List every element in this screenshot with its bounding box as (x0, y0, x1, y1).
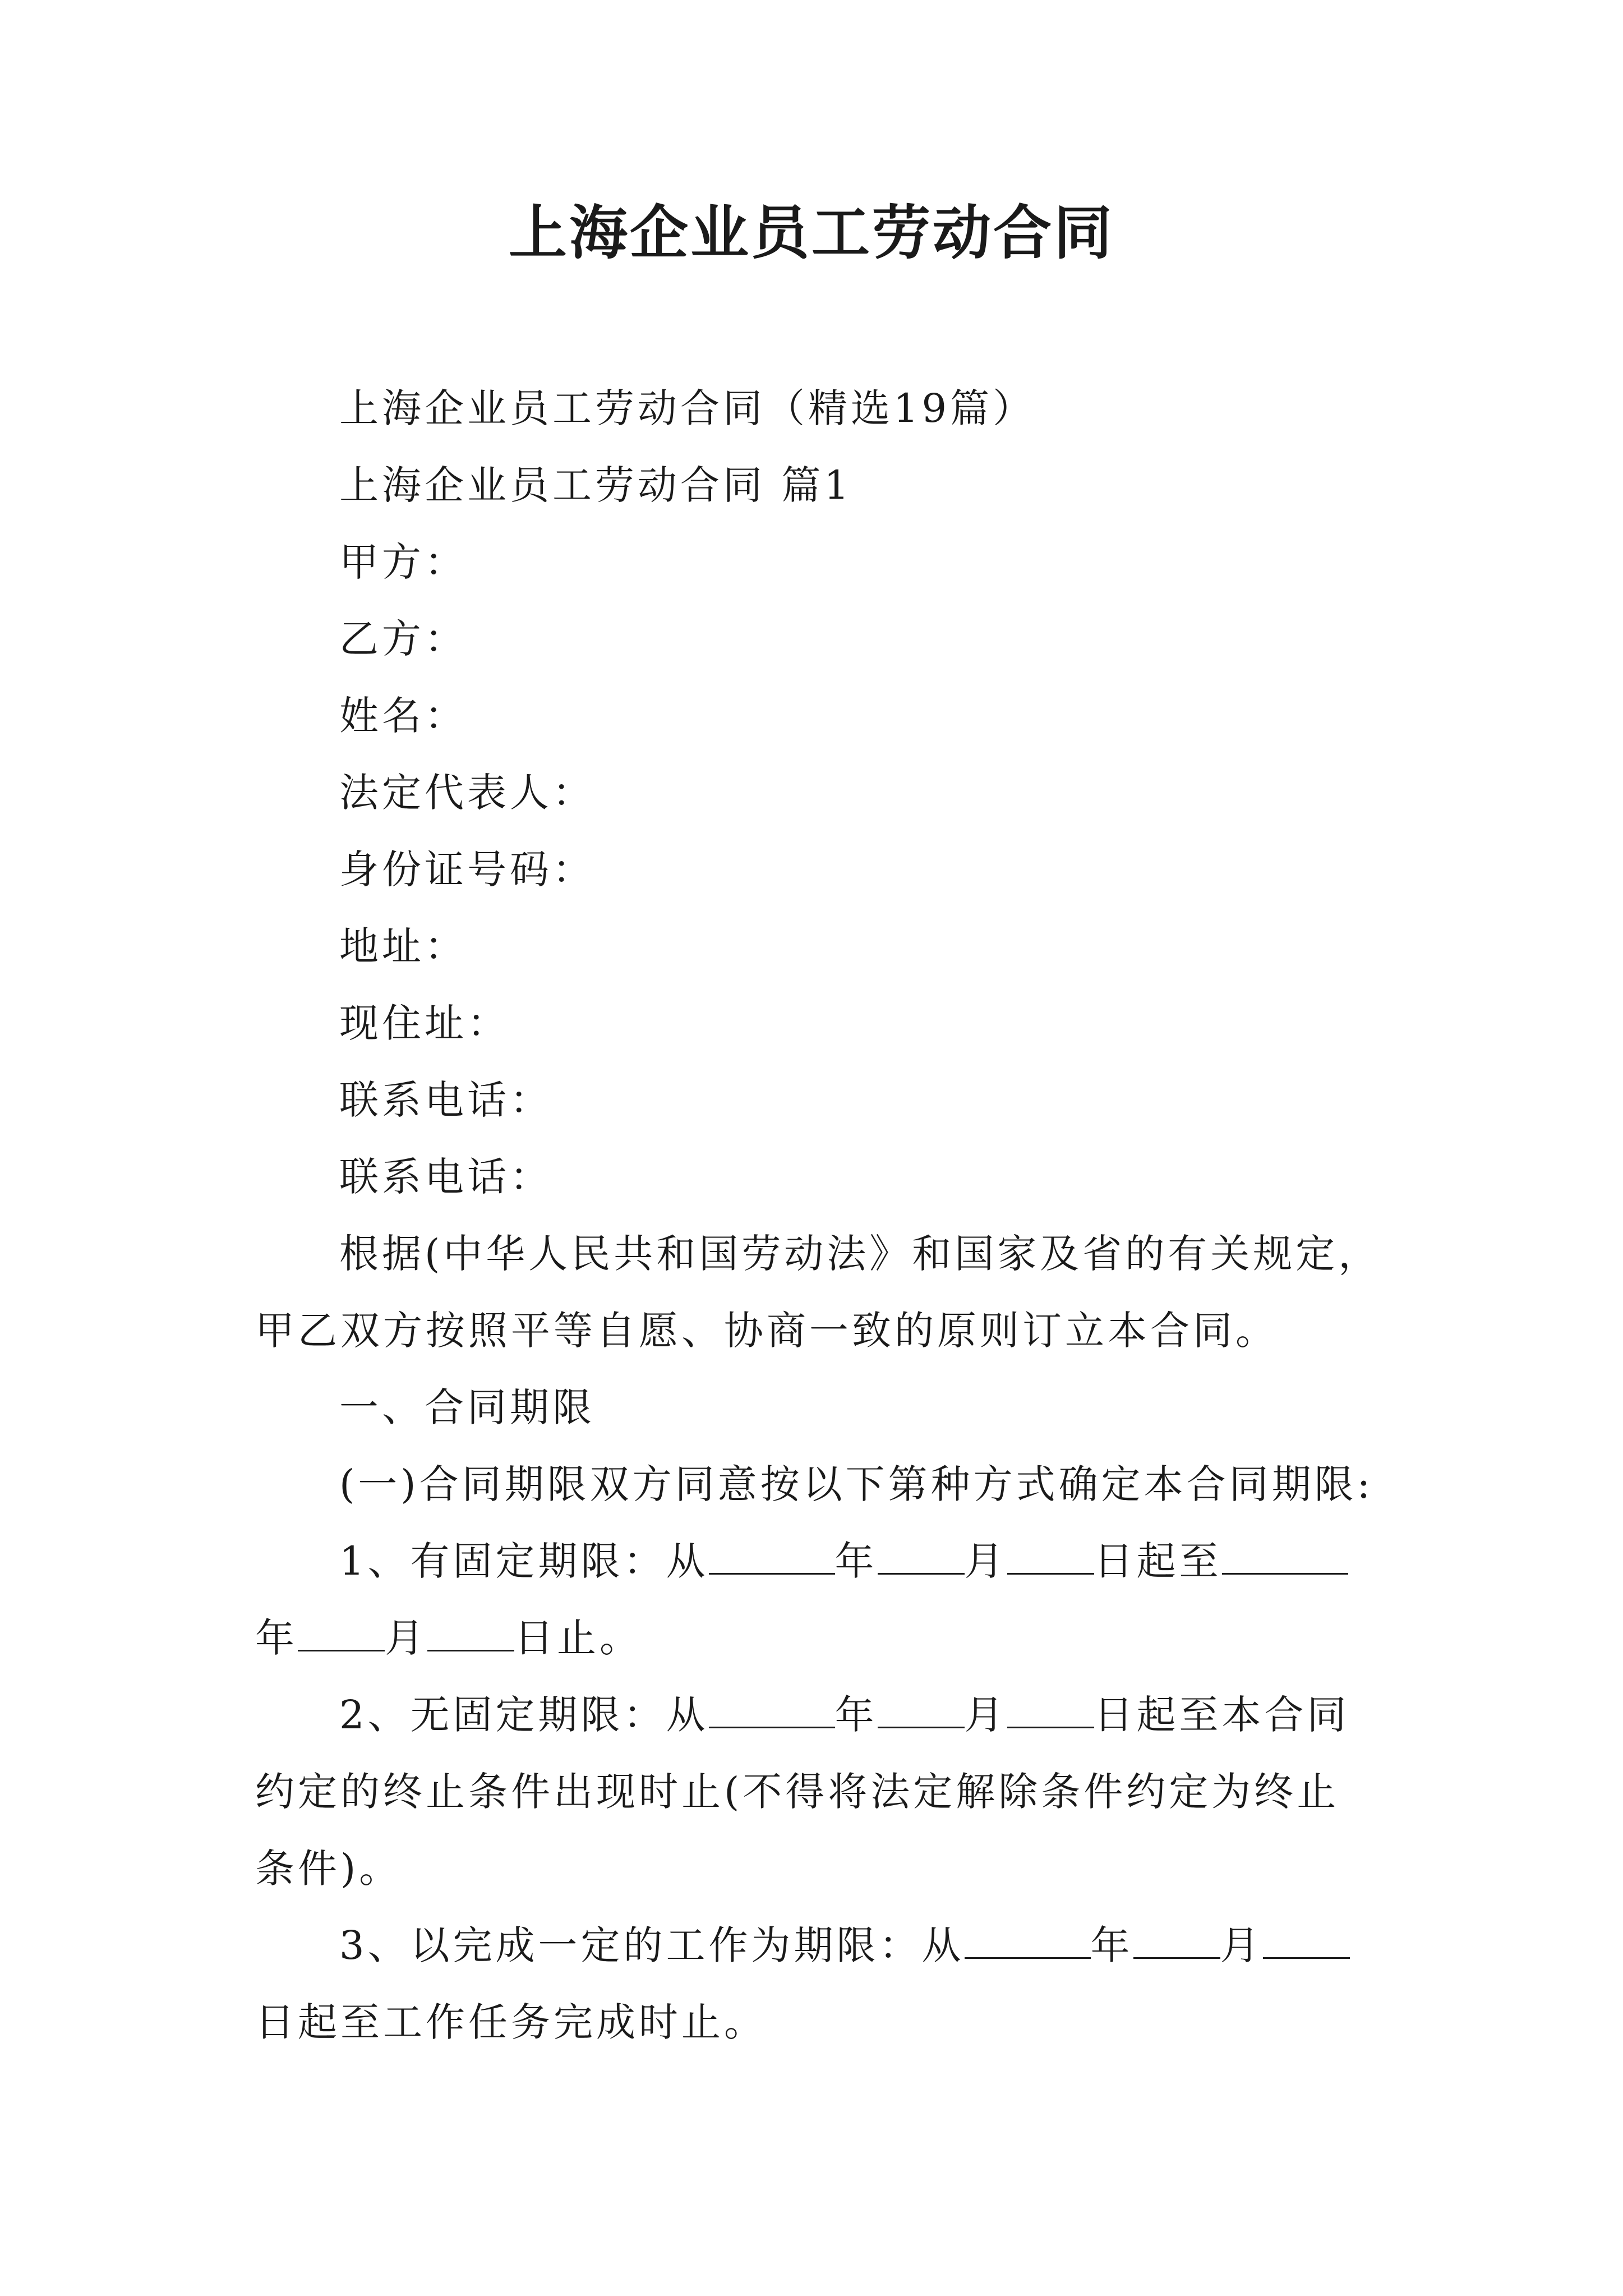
day-end-label: 日止。 (514, 1615, 642, 1661)
month-blank[interactable] (1133, 1924, 1220, 1959)
year-label: 年 (1090, 1922, 1133, 1968)
phone-field: 联系电话： (339, 1154, 552, 1200)
year-label: 年 (834, 1692, 878, 1738)
term-heading: 一、合同期限 (339, 1384, 595, 1430)
end-year-blank[interactable] (1222, 1539, 1348, 1575)
legal-representative-field: 法定代表人： (339, 770, 595, 816)
party-b-field: 乙方： (339, 616, 467, 662)
day-from-label: 日起至 (1094, 1538, 1222, 1584)
day-blank[interactable] (1007, 1539, 1094, 1575)
year-blank[interactable] (709, 1693, 835, 1728)
document-body (255, 370, 1381, 2061)
task-term-line-2: 日起至工作任务完成时止。 (255, 1999, 767, 2045)
fixed-term-line-end (255, 1600, 1377, 1677)
fixed-term-line (255, 1523, 1377, 1600)
task-term-line (255, 1907, 1377, 1984)
address-field: 地址： (339, 923, 467, 969)
day-blank[interactable] (1007, 1693, 1094, 1728)
document-title: 上海企业员工劳动合同 (508, 198, 1114, 267)
year-label: 年 (255, 1615, 298, 1661)
fixed-term-prefix: 1、有固定期限：从 (339, 1538, 709, 1584)
open-term-line-3: 条件)。 (255, 1846, 402, 1892)
open-term-line (255, 1677, 1377, 1754)
month-blank[interactable] (878, 1693, 965, 1728)
current-address-field: 现住址： (339, 1000, 510, 1046)
month-label: 月 (964, 1538, 1007, 1584)
end-day-blank[interactable] (427, 1616, 514, 1651)
id-number-field: 身份证号码： (339, 846, 595, 892)
year-label: 年 (834, 1538, 878, 1584)
day-blank[interactable] (1263, 1924, 1350, 1959)
month-label: 月 (385, 1615, 427, 1661)
open-term-line-2: 约定的终止条件出现时止(不得将法定解除条件约定为终止 (255, 1769, 1340, 1815)
subtitle-line: 上海企业员工劳动合同（精选19篇） (339, 385, 1036, 431)
basis-paragraph-line: 根据(中华人民共和国劳动法》和国家及省的有关规定， (339, 1231, 1381, 1277)
phone-field: 联系电话： (339, 1077, 552, 1123)
task-term-prefix: 3、以完成一定的工作为期限：从 (339, 1922, 965, 1968)
basis-paragraph-line: 甲乙双方按照平等自愿、协商一致的原则订立本合同。 (255, 1308, 1278, 1354)
month-blank[interactable] (878, 1539, 965, 1575)
party-a-field: 甲方： (339, 539, 467, 585)
open-term-prefix: 2、无固定期限：从 (339, 1692, 709, 1738)
end-month-blank[interactable] (298, 1616, 385, 1651)
open-term-tail: 日起至本合同 (1094, 1692, 1350, 1738)
month-label: 月 (964, 1692, 1007, 1738)
year-blank[interactable] (709, 1539, 835, 1575)
term-intro: (一)合同期限双方同意按以下第种方式确定本合同期限: (339, 1461, 1374, 1507)
month-label: 月 (1220, 1922, 1263, 1968)
year-blank[interactable] (965, 1924, 1091, 1959)
section-heading: 上海企业员工劳动合同 篇1 (339, 462, 852, 508)
name-field: 姓名： (339, 693, 467, 739)
